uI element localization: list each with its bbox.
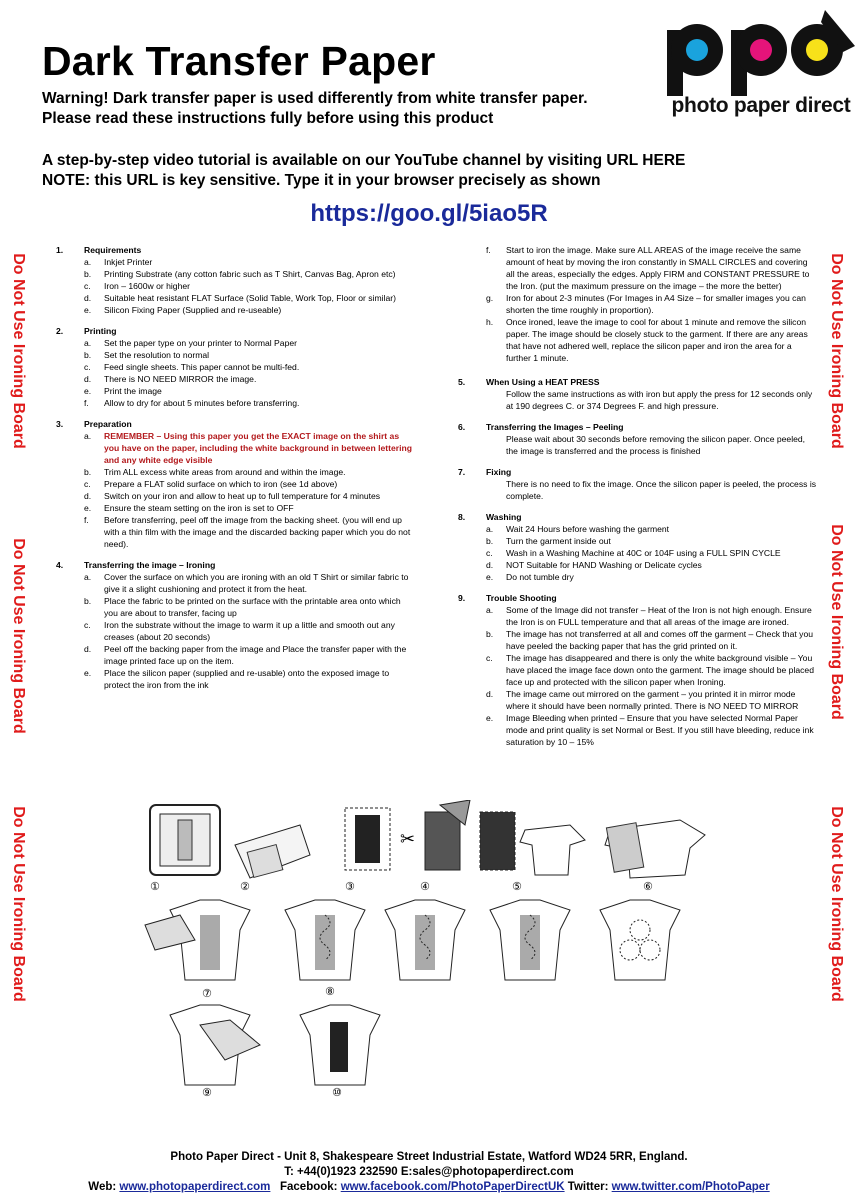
list-item: [56, 361, 416, 373]
section-title: Transferring the image – Ironing: [84, 560, 216, 570]
list-item: [56, 280, 416, 292]
section-heading: [56, 418, 416, 430]
twitter-label: Twitter:: [564, 1181, 612, 1193]
twitter-link[interactable]: www.twitter.com/PhotoPaper: [611, 1181, 770, 1193]
section-number: 3.: [56, 419, 64, 429]
list-item: [56, 571, 416, 595]
web-label: Web:: [88, 1181, 120, 1193]
item-letter: e.: [84, 305, 92, 315]
section: [458, 592, 818, 748]
figure-7-ironing: [145, 900, 250, 980]
list-item: [56, 304, 416, 316]
list-item: [458, 712, 818, 748]
section: [458, 466, 818, 502]
item-text: Set the paper type on your printer to Normal Paper: [104, 338, 297, 348]
section-heading: [56, 325, 416, 337]
item-letter: a.: [486, 524, 494, 534]
logo-letter-p1: [667, 24, 723, 96]
list-item: [458, 292, 818, 316]
list-item: [458, 628, 818, 652]
item-letter: c.: [84, 620, 91, 630]
item-letter: g.: [486, 293, 494, 303]
section-number: 2.: [56, 326, 64, 336]
figure-3-printed-sheet: [345, 808, 415, 870]
figure-6-tshirt: [605, 820, 705, 878]
item-text: Trim ALL excess white areas from around and within the image.: [104, 467, 346, 477]
section-number: 9.: [458, 593, 466, 603]
section-heading: [458, 466, 818, 478]
list-item: [56, 643, 416, 667]
item-text: Do not tumble dry: [506, 572, 574, 582]
list-item: [458, 547, 818, 559]
item-letter: a.: [84, 257, 92, 267]
list-item: [458, 688, 818, 712]
item-letter: b.: [84, 350, 92, 360]
list-item: [458, 244, 818, 292]
figure-4-peel: [425, 800, 470, 870]
item-text: Peel off the backing paper from the image and Place the transfer paper with the image printed face up on the item.: [104, 644, 407, 666]
item-text: Turn the garment inside out: [506, 536, 611, 546]
list-item: [56, 397, 416, 409]
item-letter: b.: [486, 536, 494, 546]
list-item: [56, 256, 416, 268]
logo-letter-p2: [731, 24, 787, 96]
item-letter: f.: [486, 245, 491, 255]
section-number: 6.: [458, 422, 466, 432]
fig-num-4: ④: [420, 880, 430, 893]
figure-8b-ironing-circles: [385, 900, 465, 980]
item-text: Iron for about 2-3 minutes (For Images in A4 Size – for smaller images you can shorten the time roughly in proportion).: [506, 293, 806, 315]
fig-num-10: ⑩: [332, 1086, 342, 1099]
item-text: Iron – 1600w or higher: [104, 281, 190, 291]
list-item: [56, 430, 416, 466]
figure-5-place: [480, 812, 585, 875]
item-letter: e.: [486, 713, 494, 723]
section-heading: [56, 559, 416, 571]
fig-num-5: ⑤: [512, 880, 522, 893]
side-warning-left-3: Do Not Use Ironing Board: [10, 805, 27, 1002]
item-letter: e.: [486, 572, 494, 582]
section-number: 4.: [56, 560, 64, 570]
side-warning-right-2: Do Not Use Ironing Board: [828, 523, 845, 720]
list-item: [56, 268, 416, 280]
side-warning-left-2: Do Not Use Ironing Board: [10, 537, 27, 734]
item-letter: c.: [84, 479, 91, 489]
item-letter: e.: [84, 386, 92, 396]
list-item: [56, 385, 416, 397]
section-number: 1.: [56, 245, 64, 255]
fig-num-9: ⑨: [202, 1086, 212, 1099]
list-item: [56, 619, 416, 643]
item-text: Before transferring, peel off the image from the backing sheet. (you will end up with a thin film with the image and the discarded backing paper which you do not need).: [104, 515, 411, 549]
logo-text: photo paper direct: [671, 94, 851, 117]
footer-links: [0, 1181, 858, 1193]
section-title: Requirements: [84, 245, 142, 255]
item-text: Image Bleeding when printed – Ensure that you have selected Normal Paper mode and print quality is set Normal or Best. If you still have bleeding, reduce ink saturation by 10 – 15%: [506, 713, 814, 747]
section: [56, 325, 416, 409]
item-letter: d.: [84, 491, 92, 501]
section: [56, 418, 416, 550]
item-text: Print the image: [104, 386, 162, 396]
facebook-label: Facebook:: [270, 1181, 341, 1193]
warning-line-2: Please read these instructions fully before using this product: [42, 110, 494, 127]
item-text: Switch on your iron and allow to heat up to full temperature for 4 minutes: [104, 491, 381, 501]
fig-num-8: ⑧: [325, 985, 335, 998]
section-paragraph: Follow the same instructions as with iron but apply the press for 12 seconds only at 190 degrees C. or 374 Degrees F. and high pressure.: [506, 389, 813, 411]
section-heading: [56, 244, 416, 256]
item-letter: c.: [486, 653, 493, 663]
item-text: Silicon Fixing Paper (Supplied and re-useable): [104, 305, 282, 315]
svg-text:✂: ✂: [400, 829, 416, 850]
list-item: [458, 523, 818, 535]
list-item: [56, 667, 416, 691]
item-text: Suitable heat resistant FLAT Surface (Solid Table, Work Top, Floor or similar): [104, 293, 396, 303]
section-heading: [458, 511, 818, 523]
item-letter: f.: [84, 515, 89, 525]
instructions-left-column: [56, 244, 416, 700]
item-letter: h.: [486, 317, 494, 327]
video-line-1: A step-by-step video tutorial is available on our YouTube channel by visiting URL HERE: [42, 152, 686, 169]
list-item: [56, 502, 416, 514]
fig-num-6: ⑥: [643, 880, 653, 893]
instructions-right-column: [458, 244, 818, 757]
item-letter: e.: [84, 668, 92, 678]
list-item: [56, 466, 416, 478]
item-letter: d.: [84, 644, 92, 654]
item-text: The image has not transferred at all and comes off the garment – Check that you have peeled the backing paper that has the grid printed on it.: [506, 629, 813, 651]
section: [458, 421, 818, 457]
item-text: Allow to dry for about 5 minutes before transferring.: [104, 398, 300, 408]
item-text: Wait 24 Hours before washing the garment: [506, 524, 670, 534]
figure-10-finished: [300, 1005, 380, 1085]
item-text: The image came out mirrored on the garment – you printed it in mirror mode where it should have been normally printed. There is NO NEED TO MIRROR: [506, 689, 799, 711]
item-text: Place the silicon paper (supplied and re-usable) onto the exposed image to protect the iron from the ink: [104, 668, 390, 690]
item-letter: a.: [84, 572, 92, 582]
item-letter: c.: [486, 548, 493, 558]
tutorial-url[interactable]: https://goo.gl/5iao5R: [310, 200, 548, 227]
item-letter: e.: [84, 503, 92, 513]
item-letter: d.: [84, 293, 92, 303]
item-letter: b.: [84, 467, 92, 477]
item-text: There is NO NEED MIRROR the image.: [104, 374, 257, 384]
item-text: Set the resolution to normal: [104, 350, 210, 360]
list-item: [458, 604, 818, 628]
figure-8-ironing-circles: [285, 900, 365, 980]
footer-address: Photo Paper Direct - Unit 8, Shakespeare Street Industrial Estate, Watford WD24 5RR, England.: [170, 1151, 688, 1163]
item-text: The image has disappeared and there is only the white background visible – You have placed the image face down onto the garment. The image should be placed face up and protected with the silicon paper when Ironing.: [506, 653, 814, 687]
section-number: 5.: [458, 377, 466, 387]
item-text: Place the fabric to be printed on the surface with the printable area onto which you are about to transfer, facing up: [104, 596, 401, 618]
item-letter: c.: [84, 281, 91, 291]
item-text: Some of the Image did not transfer – Heat of the Iron is not high enough. Ensure the Iron is on FULL temperature and that all areas of the image are ironed.: [506, 605, 812, 627]
item-letter: a.: [84, 431, 92, 441]
logo-letter-d: [791, 10, 855, 76]
list-item: [56, 595, 416, 619]
list-item: [458, 535, 818, 547]
section-paragraph: Please wait about 30 seconds before removing the silicon paper. Once peeled, the image is transferred and the process is finished: [506, 434, 806, 456]
item-letter: b.: [84, 269, 92, 279]
item-letter: d.: [84, 374, 92, 384]
fig-num-3: ③: [345, 880, 355, 893]
figure-9-peel-silicon: [170, 1005, 260, 1085]
section-title: When Using a HEAT PRESS: [486, 377, 600, 387]
side-warning-right-1: Do Not Use Ironing Board: [828, 252, 845, 449]
list-item: [458, 316, 818, 364]
facebook-link[interactable]: www.facebook.com/PhotoPaperDirectUK: [340, 1181, 565, 1193]
section: [56, 559, 416, 691]
side-warning-right-3: Do Not Use Ironing Board: [828, 805, 845, 1002]
list-item: [458, 559, 818, 571]
item-text: Start to iron the image. Make sure ALL AREAS of the image receive the same amount of heat by moving the iron constantly in SMALL CIRCLES and covering all the areas, especially the edges. Apply FIRM and CONSTANT PRESSURE to the Iron. (put the maximum pressure on the image – the more the better): [506, 245, 810, 291]
fig-num-1: ①: [150, 880, 160, 893]
step-illustrations: [140, 800, 720, 1100]
list-item: [458, 571, 818, 583]
item-letter: f.: [84, 398, 89, 408]
section-number: 7.: [458, 467, 466, 477]
section-heading: [458, 376, 818, 388]
item-text: Ensure the steam setting on the iron is set to OFF: [104, 503, 294, 513]
section-title: Transferring the Images – Peeling: [486, 422, 624, 432]
list-item: [56, 490, 416, 502]
page-title: Dark Transfer Paper: [42, 38, 436, 84]
item-letter: a.: [84, 338, 92, 348]
item-text: Printing Substrate (any cotton fabric such as T Shirt, Canvas Bag, Apron etc): [104, 269, 396, 279]
list-item: [56, 292, 416, 304]
section-heading: [458, 421, 818, 433]
item-text: Prepare a FLAT solid surface on which to iron (see 1d above): [104, 479, 338, 489]
fig-num-7: ⑦: [202, 987, 212, 1000]
figure-1-monitor: [150, 805, 220, 875]
section: [458, 376, 818, 412]
item-letter: b.: [486, 629, 494, 639]
list-item: [56, 478, 416, 490]
item-text: Iron the substrate without the image to warm it up a little and smooth out any creases (about 20 seconds): [104, 620, 395, 642]
item-letter: a.: [486, 605, 494, 615]
item-text: Feed single sheets. This paper cannot be multi-fed.: [104, 362, 300, 372]
footer-contact: T: +44(0)1923 232590 E:sales@photopaperdirect.com: [284, 1166, 574, 1178]
section-title: Preparation: [84, 419, 132, 429]
section-title: Trouble Shooting: [486, 593, 557, 603]
item-text: Inkjet Printer: [104, 257, 153, 267]
item-text: Cover the surface on which you are ironing with an old T Shirt or similar fabric to give it a slight cushioning and protect it from the heat.: [104, 572, 409, 594]
website-link[interactable]: www.photopaperdirect.com: [119, 1181, 271, 1193]
section-paragraph: There is no need to fix the image. Once the silicon paper is peeled, the process is complete.: [506, 479, 817, 501]
section-title: Washing: [486, 512, 522, 522]
item-text: Once ironed, leave the image to cool for about 1 minute and remove the silicon paper. The image should be closely stuck to the garment. If there are any areas that have not adhered well, replace the silicon paper and iron the area for a further 1 minute.: [506, 317, 808, 363]
section-title: Fixing: [486, 467, 512, 477]
figure-8d-ironing-circles: [600, 900, 680, 980]
list-item: [56, 337, 416, 349]
item-letter: c.: [84, 362, 91, 372]
section: [458, 511, 818, 583]
side-warning-left-1: Do Not Use Ironing Board: [10, 252, 27, 449]
item-letter: d.: [486, 560, 494, 570]
section: [56, 244, 416, 316]
list-item: [56, 514, 416, 550]
video-line-2: NOTE: this URL is key sensitive. Type it in your browser precisely as shown: [42, 172, 601, 189]
item-text: NOT Suitable for HAND Washing or Delicate cycles: [506, 560, 702, 570]
figure-2-printer: [235, 825, 310, 878]
list-item: [458, 652, 818, 688]
list-item: [56, 373, 416, 385]
item-letter: d.: [486, 689, 494, 699]
section-heading: [458, 592, 818, 604]
fig-num-2: ②: [240, 880, 250, 893]
section-4-continued: [458, 244, 818, 364]
section-title: Printing: [84, 326, 117, 336]
figure-8c-ironing-circles: [490, 900, 570, 980]
warning-line-1: Warning! Dark transfer paper is used differently from white transfer paper.: [42, 90, 588, 107]
section-number: 8.: [458, 512, 466, 522]
item-letter: b.: [84, 596, 92, 606]
item-text: REMEMBER – Using this paper you get the EXACT image on the shirt as you have on the paper, including the white background in between lettering and any white edge visible: [104, 431, 412, 465]
list-item: [56, 349, 416, 361]
item-text: Wash in a Washing Machine at 40C or 104F using a FULL SPIN CYCLE: [506, 548, 781, 558]
